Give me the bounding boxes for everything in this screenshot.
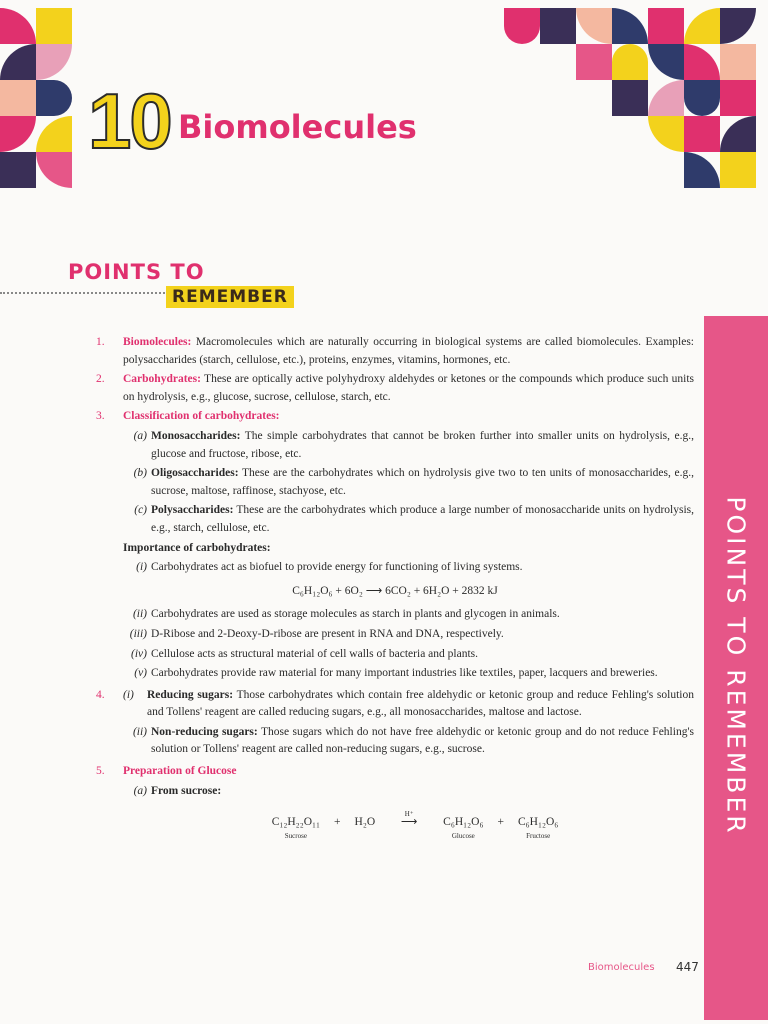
point-text: These are optically active polyhydroxy aldehydes or ketones or the compounds which produce such units on hydrolysis, e.g., glucose, sucrose, cellulose, starch, etc. [123,373,694,403]
side-tab-label: POINTS TO REMEMBER [721,496,751,836]
point-2 [96,371,694,406]
subpoint-label: (c) [134,504,147,517]
subpoint-label: (ii) [132,608,147,621]
subpoint-heading: Oligosaccharides: [151,467,239,480]
subpoint-3c [123,502,694,537]
subpoint-text: The simple carbohydrates that cannot be broken further into smaller units on hydrolysis, e.g., glucose and fructose, ribose, etc. [151,429,694,460]
subpoint-label: (a) [133,429,147,442]
subpoint-label: (iii) [129,627,147,640]
point-number: 4. [96,688,105,701]
reaction-arrow [389,810,429,832]
point-1 [96,334,694,369]
subpoint-text: Cellulose acts as structural material of cell walls of bacteria and plants. [151,647,478,660]
importance-i [123,559,694,577]
subpoint-label: (i) [136,561,147,574]
reactant-sucrose [272,814,320,840]
point-heading: Carbohydrates: [123,373,201,386]
importance-v [123,665,694,683]
subpoint-label: (b) [133,467,147,480]
subpoint-text: Those carbohydrates which contain free aldehydic or ketonic group and reduce Fehling's solution and Tollens' reagent are called reducing sugars, e.g., all monosaccharides, maltose and lactose. [147,688,694,719]
dotted-divider [0,292,168,294]
plus-sign: + [497,816,504,829]
section-heading-line1: POINTS TO [68,260,205,284]
compound-name: Glucose [451,831,475,840]
subpoint-label: (ii) [132,725,147,738]
product-fructose [518,814,558,840]
point-heading: Preparation of Glucose [123,765,237,778]
point-number: 2. [96,373,105,386]
plus-sign: + [334,816,341,829]
subpoint-5a [123,783,694,801]
compound-name: Fructose [526,831,551,840]
importance-iii [123,626,694,644]
subpoint-text: Carbohydrates act as biofuel to provide energy for functioning of living systems. [151,561,523,574]
point-3 [96,408,694,426]
formula: C₆H₁₂O₆ [517,816,559,829]
reactant-water: H₂O [354,816,376,829]
point-number: 1. [96,336,105,348]
importance-heading: Importance of carbohydrates: [123,541,271,554]
subpoint-text: D-Ribose and 2-Deoxy-D-ribose are present in RNA and DNA, respectively. [151,627,504,640]
sucrose-hydrolysis-reaction [136,810,694,840]
energy-equation: C₆H₁₂O₆ + 6O₂ ⟶ 6CO₂ + 6H₂O + 2832 kJ [292,584,498,597]
subpoint-text: These are the carbohydrates which produce a large number of monosaccharide units on hydrolysis, e.g., starch, cellulose, etc. [151,504,695,534]
subpoint-heading: Polysaccharides: [151,504,234,517]
point-heading: Classification of carbohydrates: [123,410,280,423]
subpoint-text: Carbohydrates are used as storage molecules as starch in plants and glycogen in animals. [151,608,560,621]
formula: C₁₂H₂₂O₁₁ [271,816,321,829]
subpoint-4ii [123,724,694,759]
point-4 [96,687,694,722]
importance-ii [123,606,694,624]
subpoint-heading: Reducing sugars: [147,688,234,701]
compound-name: Sucrose [284,831,307,840]
subpoint-heading: From sucrose: [151,784,222,797]
subpoint-text: Carbohydrates provide raw material for many important industries like textiles, paper, lacquers and breweries. [151,667,658,680]
subpoint-heading: Monosaccharides: [151,429,241,442]
points-content [96,334,694,840]
subpoint-label: (a) [133,784,147,797]
subpoint-text: These are the carbohydrates which on hydrolysis give two to ten units of monosaccharides, e.g., sucrose, maltose, raffinose, stachyose, etc. [151,467,694,497]
point-5 [96,763,694,781]
importance-iv [123,646,694,664]
chapter-number: 10 [88,77,171,165]
subpoint-label: (v) [134,667,147,680]
running-title: Biomolecules [588,962,655,973]
subpoint-heading: Non-reducing sugars: [151,725,258,738]
subpoint-label: (i) [123,688,134,701]
point-text: Macromolecules which are naturally occurring in biological systems are called biomolecules. Examples: polysaccharides (starch, cellulose, etc.), proteins, enzymes, vitamins, hormones, etc. [123,336,694,366]
subpoint-text: Those sugars which do not have free aldehydic or ketonic group and do not reduce Fehling's solution or Tollens' reagent are called non-reducing sugars, e.g., sucrose. [151,725,694,756]
catalyst-label: H⁺ [404,810,414,819]
subpoint-3a [123,428,694,463]
subpoint-3b [123,465,694,500]
point-number: 5. [96,765,105,778]
subpoint-label: (iv) [131,647,147,660]
point-number: 3. [96,410,105,423]
arrow-glyph: ⟶ [400,816,418,829]
product-glucose [443,814,483,840]
page-number: 447 [676,960,699,974]
section-heading-line2: REMEMBER [166,286,294,308]
chapter-title: Biomolecules [178,108,417,146]
point-heading: Biomolecules: [123,336,192,348]
formula: C₆H₁₂O₆ [443,816,484,829]
